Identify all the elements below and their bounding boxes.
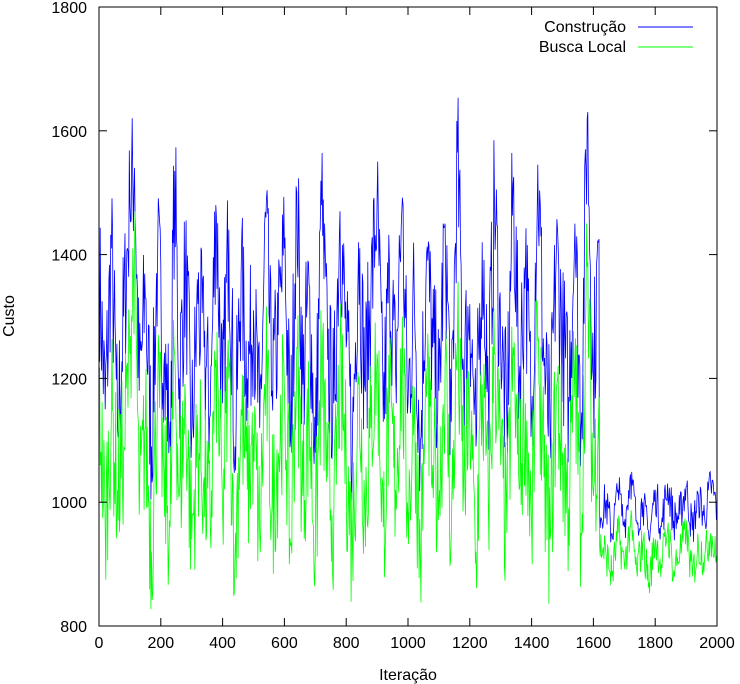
legend-label: Busca Local (538, 39, 626, 56)
series-line-1 (99, 98, 717, 542)
x-tick-label: 1000 (390, 635, 426, 652)
x-tick-label: 200 (147, 635, 175, 652)
x-tick-label: 2000 (699, 635, 735, 652)
legend (539, 19, 693, 56)
x-tick-label: 400 (209, 635, 236, 652)
y-tick-label: 1000 (51, 495, 87, 513)
series-1 (99, 98, 717, 542)
y-tick-label: 1600 (51, 123, 87, 141)
x-tick-label: 1800 (637, 635, 673, 652)
x-tick-label: 1600 (575, 635, 612, 652)
tick-labels-layer (51, 0, 734, 652)
x-axis-title: Iteração (379, 667, 437, 684)
x-tick-label: 800 (332, 635, 360, 652)
x-tick-label: 0 (94, 635, 104, 652)
x-tick-label: 1200 (452, 635, 488, 652)
x-tick-label: 600 (271, 635, 298, 652)
y-axis-title: Custo (1, 295, 18, 337)
y-tick-label: 1200 (51, 371, 87, 389)
legend-item-2 (539, 39, 693, 56)
y-tick-label: 1400 (51, 247, 87, 265)
legend-item-1 (544, 19, 693, 36)
y-tick-label: 1800 (51, 0, 87, 17)
series-layer (99, 98, 717, 609)
y-tick-label: 800 (60, 619, 87, 636)
x-tick-label: 1400 (513, 635, 550, 652)
legend-label: Construção (544, 19, 626, 36)
